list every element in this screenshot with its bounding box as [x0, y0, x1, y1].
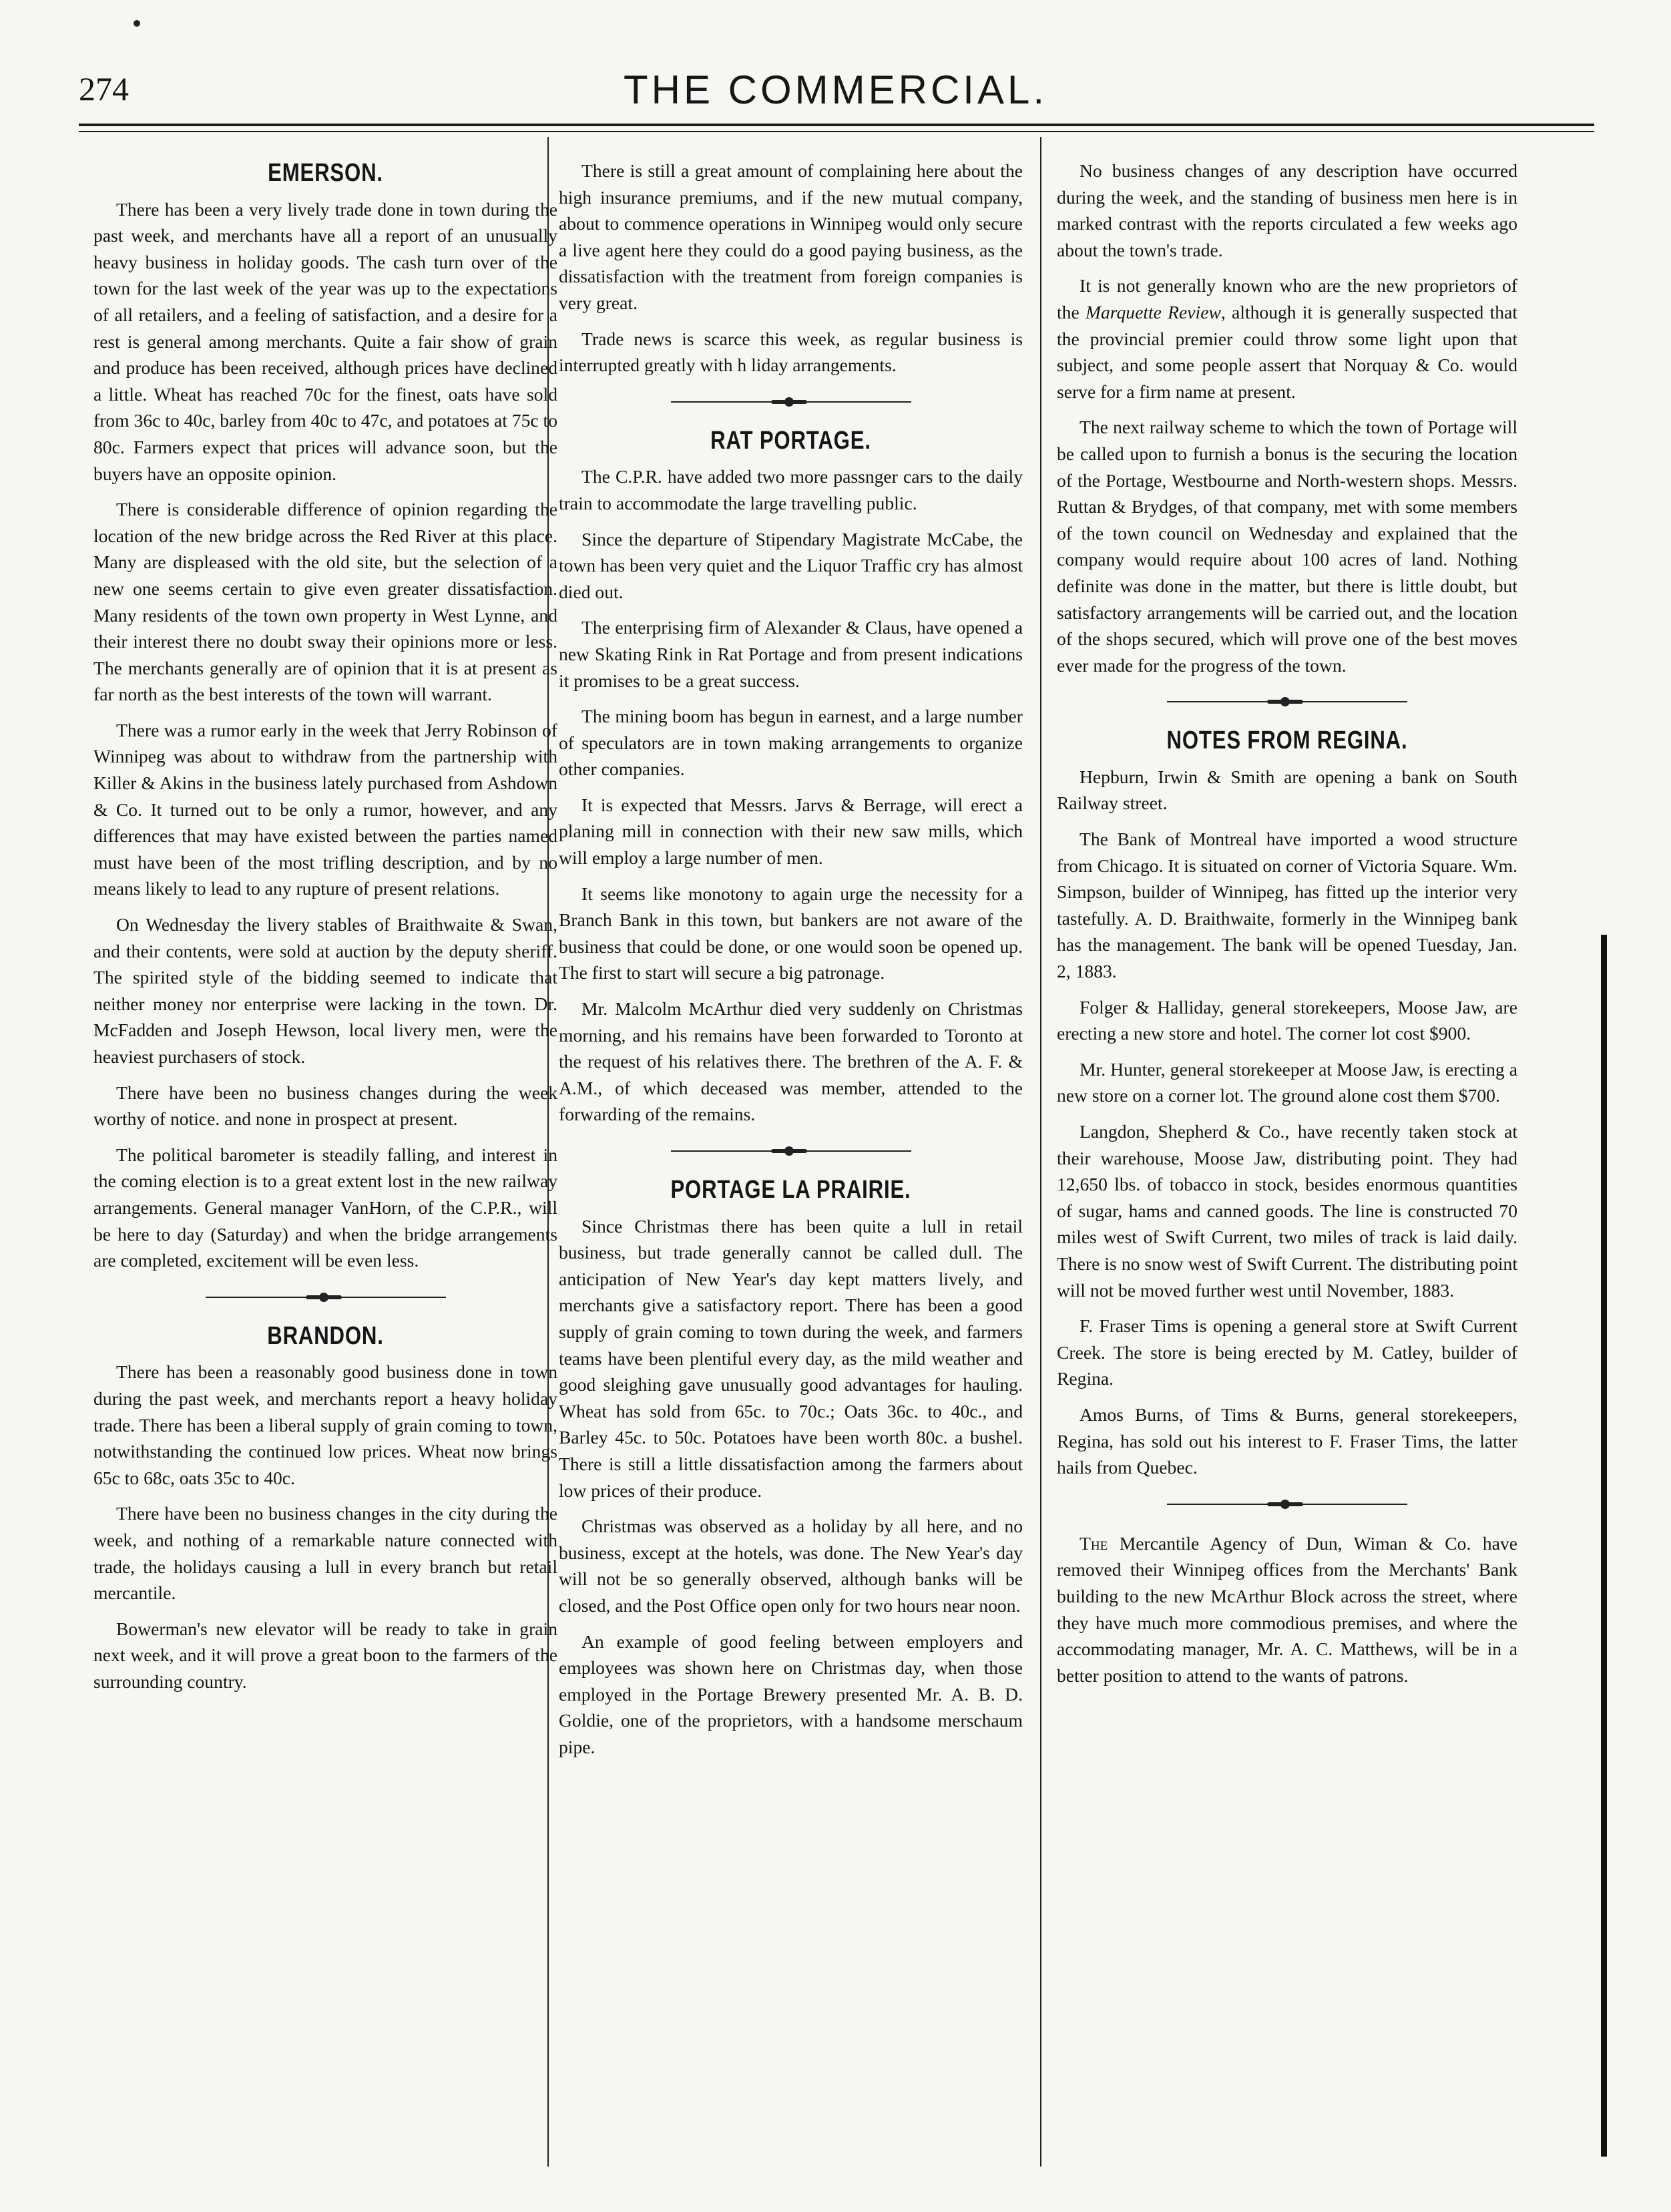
regina-heading: NOTES FROM REGINA. — [1166, 726, 1408, 755]
page-edge-bar — [1601, 935, 1607, 2157]
rat-portage-paragraph: The C.P.R. have added two more passnger cars to the daily train to accommodate the large travelling public. — [559, 466, 1023, 513]
regina-paragraph: Folger & Halliday, general storekeepers, Moose Jaw, are erecting a new store and hotel. The corner lot cost $900. — [1057, 996, 1517, 1044]
ink-dot — [134, 20, 140, 27]
column-1 — [93, 158, 557, 1704]
mercantile-paragraph — [1057, 1530, 1517, 1689]
emerson-paragraph: There is considerable difference of opinion regarding the location of the new bridge across the Red River at this place. Many are displeased with the old site, but the selection of a new one seems certain to give even greater dissatisfaction. Many residents of the town own property in West Lynne, and their interest there no doubt sway their opinions more or less. The merchants generally are of opinion that it is at present as far north as the best interests of the town will warrant. — [93, 499, 557, 705]
masthead-rule-thick — [79, 124, 1594, 126]
brandon-paragraph: There is still a great amount of complaining here about the high insurance premiums, and if the new mutual company, about to commence operations in Winnipeg would only secure a live agent here they could do a good paying business, as the dissatisfaction with the treatment from foreign companies is very great. — [559, 160, 1023, 313]
brandon-paragraph: There has been a reasonably good business done in town during the past week, and merchants report a heavy holiday trade. There has been a liberal supply of grain coming to town, notwithstanding the continued low prices. Wheat now brings 65c to 68c, oats 35c to 40c. — [93, 1361, 557, 1488]
portage-paragraph: Since Christmas there has been quite a lull in retail business, but trade generally cannot be called dull. The anticipation of New Year's day kept matters lively, and merchants give a satisfactory report. There has been a good supply of grain coming to town during the week, and farmers teams have been plentiful every day, as the mild weather and good sleighing gave unusually good advantages for hauling. Wheat has sold from 65c. to 70c.; Oats 36c. to 40c., and Barley 45c. to 50c. Potatoes have been worth 80c. a bushel. There is still a little dissatisfaction among the farmers about low prices of their produce. — [559, 1215, 1023, 1501]
portage-heading: PORTAGE LA PRAIRIE. — [670, 1176, 911, 1204]
regina-paragraph: The Bank of Montreal have imported a wood structure from Chicago. It is situated on corner of Victoria Square. Wm. Simpson, builder of Winnipeg, has fitted up the interior very tastefully. A. D. Braithwaite, formerly in the Winnipeg bank has the management. The bank will be opened Tuesday, Jan. 2, 1883. — [1057, 829, 1517, 982]
emerson-paragraph: There was a rumor early in the week that Jerry Robinson of Winnipeg was about to withdraw from the partnership with Killer & Akins in the business lately purchased from Ashdown & Co. It turned out to be only a rumor, however, and any differences that may have existed between the parties named must have been of the most trifling description, and by no means likely to lead to any rupture of present relations. — [93, 719, 557, 899]
rat-portage-paragraph: Since the departure of Stipendary Magistrate McCabe, the town has been very quiet and the Liquor Traffic cry has almost died out. — [559, 528, 1023, 602]
masthead-rule-thin — [79, 131, 1594, 132]
brandon-paragraph: Trade news is scarce this week, as regular business is interrupted greatly with h liday arrangements. — [559, 328, 1023, 376]
regina-paragraph: Hepburn, Irwin & Smith are opening a bank on South Railway street. — [1057, 766, 1517, 814]
mercantile-text: Mercantile Agency of Dun, Wiman & Co. have removed their Winnipeg offices from the Merchants' Bank building to the new McArthur Block across the street, where they have much more commodious premises, and where the accommodating manager, Mr. A. C. Matthews, will be in a better position to attend to the wants of patrons. — [1057, 1532, 1517, 1686]
rat-portage-paragraph: It is expected that Messrs. Jarvs & Berrage, will erect a planing mill in connection with their new saw mills, which will employ a large number of men. — [559, 794, 1023, 869]
emerson-paragraph: There have been no business changes during the week worthy of notice. and none in prospect at present. — [93, 1082, 557, 1130]
section-separator — [206, 1297, 446, 1298]
section-separator — [1167, 1504, 1407, 1505]
portage-paragraph: No business changes of any description have occurred during the week, and the standing of business men here is in marked contrast with the reports circulated a few weeks ago about the town's trade. — [1057, 160, 1517, 260]
rat-portage-paragraph: The enterprising firm of Alexander & Claus, have opened a new Skating Rink in Rat Portage and from present indications it promises to be a great success. — [559, 617, 1023, 691]
rat-portage-heading: RAT PORTAGE. — [710, 426, 871, 455]
brandon-heading: BRANDON. — [267, 1321, 384, 1350]
rat-portage-paragraph: It seems like monotony to again urge the necessity for a Branch Bank in this town, but bankers are not aware of the business that could be done, or one would soon be opened up. The first to start will secure a big patronage. — [559, 883, 1023, 983]
emerson-paragraph: There has been a very lively trade done in town during the past week, and merchants have all a report of an unusually heavy business in holiday goods. The cash turn over of the town for the last week of the year was up to the expectations of all retailers, and a feeling of satisfaction, and a desire for a rest is general among merchants. Quite a fair show of grain and produce has been received, although prices have declined a little. Wheat has reached 70c for the finest, oats have sold from 36c to 40c, barley from 40c to 47c, and potatoes at 75c to 80c. Farmers expect that prices will advance soon, but the buyers have an opposite opinion. — [93, 198, 558, 484]
masthead-title: THE COMMERCIAL. — [623, 67, 1048, 112]
portage-paragraph: The next railway scheme to which the town of Portage will be called upon to furnish a bonus is the securing the location of the Portage, Westbourne and North-western shops. Messrs. Ruttan & Brydges, of that company, met with some members of the town council on Wednesday and explained that the company would require about 100 acres of land. Nothing definite was done in the matter, but there is little doubt, but satisfactory arrangements will be carried out, and the location of the shops secured, which will prove one of the best moves ever made for the progress of the town. — [1057, 417, 1517, 676]
emerson-paragraph: The political barometer is steadily falling, and interest in the coming election is to a great extent lost in the new railway arrangements. General manager VanHorn, of the C.P.R., will be here to day (Saturday) and when the bridge arrangements are completed, excitement will be even less. — [93, 1144, 557, 1271]
brandon-paragraph: There have been no business changes in the city during the week, and nothing of a remarkable nature connected with trade, the holidays causing a lull in every branch but retail mercantile. — [93, 1503, 557, 1604]
regina-paragraph: F. Fraser Tims is opening a general store at Swift Current Creek. The store is being erected by M. Catley, builder of Regina. — [1057, 1315, 1517, 1389]
column-3 — [1057, 158, 1517, 1698]
emerson-paragraph: On Wednesday the livery stables of Braithwaite & Swan, and their contents, were sold at auction by the deputy sheriff. The spirited style of the bidding seemed to indicate that neither money nor enterprise were lacking in the town. Dr. McFadden and Joseph Hewson, local livery men, were the heaviest purchasers of stock. — [93, 914, 557, 1067]
emerson-heading: EMERSON. — [268, 159, 383, 187]
regina-paragraph: Mr. Hunter, general storekeeper at Moose Jaw, is erecting a new store on a corner lot. The ground alone cost them $700. — [1057, 1058, 1517, 1106]
portage-text: It is not generally known who are the new proprietors of the — [1057, 275, 1517, 322]
column-2 — [559, 158, 1023, 1769]
brandon-paragraph: Bowerman's new elevator will be ready to take in grain next week, and it will prove a great boon to the farmers of the surrounding country. — [93, 1618, 557, 1692]
mercantile-lead: The — [1080, 1532, 1108, 1554]
section-separator — [671, 401, 911, 403]
regina-paragraph: Amos Burns, of Tims & Burns, general storekeepers, Regina, has sold out his interest to F. Fraser Tims, the latter hails from Quebec. — [1057, 1403, 1517, 1478]
portage-paragraph — [1057, 272, 1517, 405]
rat-portage-paragraph: Mr. Malcolm McArthur died very suddenly on Christmas morning, and his remains have been forwarded to Toronto at the request of his relatives there. The brethren of the A. F. & A.M., of which deceased was member, attended to the forwarding of the remains. — [559, 998, 1023, 1125]
page-number: 274 — [79, 70, 129, 107]
rat-portage-paragraph: The mining boom has begun in earnest, and a large number of speculators are in town making arrangements to organize other companies. — [559, 706, 1023, 780]
column-divider-2 — [1040, 137, 1041, 2167]
portage-paragraph: Christmas was observed as a holiday by all here, and no business, except at the hotels, was done. The New Year's day will not be so generally observed, although banks will be closed, and the Post Office open only for two hours near noon. — [559, 1516, 1023, 1616]
portage-paragraph: An example of good feeling between employers and employees was shown here on Christmas day, when those employed in the Portage Brewery presented Mr. A. B. D. Goldie, one of the proprietors, with a handsome merschaum pipe. — [559, 1630, 1023, 1757]
regina-paragraph: Langdon, Shepherd & Co., have recently taken stock at their warehouse, Moose Jaw, distributing point. They had 12,650 lbs. of tobacco in stock, besides enormous quantities of sugar, hams and canned goods. The line is constructed 70 miles west of Swift Current, two miles of track is laid daily. There is no snow west of Swift Current. The distributing point will not be moved further west until November, 1883. — [1057, 1121, 1517, 1301]
section-separator — [1167, 701, 1407, 702]
publication-name: Marquette Review — [1085, 301, 1221, 322]
section-separator — [671, 1150, 911, 1152]
portage-text: , although it is generally suspected that the provincial premier could throw some light upon that subject, and some people assert that Norquay & Co. would serve for a firm name at present. — [1057, 301, 1517, 402]
